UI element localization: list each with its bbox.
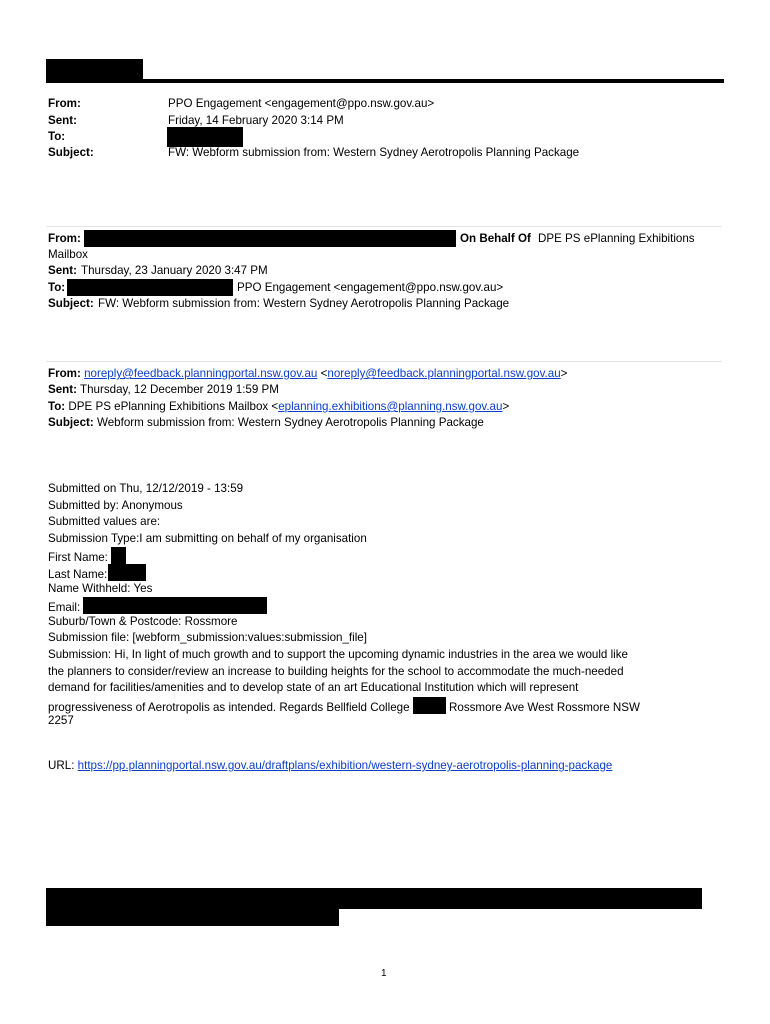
redacted-footer-block	[46, 906, 339, 926]
to-label: To:	[48, 130, 66, 143]
redacted-recipient	[167, 127, 243, 147]
subject-label: Subject:	[48, 146, 94, 159]
to-value: PPO Engagement <engagement@ppo.nsw.gov.au>	[237, 281, 504, 294]
suburb: Suburb/Town & Postcode: Rossmore	[48, 614, 238, 628]
submission-line	[48, 697, 713, 714]
submission-line: the planners to consider/review an increase to building heights for the school to accommodate the much-needed	[48, 664, 624, 678]
redacted-last-name	[108, 564, 146, 581]
to-email-link[interactable]: eplanning.exhibitions@planning.nsw.gov.au	[278, 400, 503, 413]
sent-row	[48, 382, 279, 399]
redacted-address-number	[413, 697, 446, 714]
subject-value: Webform submission from: Western Sydney Aerotropolis Planning Package	[96, 416, 484, 429]
url-link[interactable]: https://pp.planningportal.nsw.gov.au/draftplans/exhibition/western-sydney-aerotropolis-planning-package	[77, 759, 613, 772]
submission-type: Submission Type:I am submitting on behalf of my organisation	[48, 531, 367, 545]
sent-value: Friday, 14 February 2020 3:14 PM	[168, 114, 344, 127]
last-name-row	[48, 564, 713, 581]
page-number: 1	[381, 968, 387, 979]
submission-text: Rossmore Ave West Rossmore NSW	[449, 700, 640, 714]
submission-text: progressiveness of Aerotropolis as intended. Regards Bellfield College	[48, 700, 410, 714]
redacted-first-name	[111, 547, 126, 564]
mailbox-text: Mailbox	[48, 248, 88, 261]
subject-label: Subject:	[48, 416, 94, 429]
on-behalf-value: DPE PS ePlanning Exhibitions	[538, 232, 695, 245]
redacted-sender-block	[46, 59, 143, 81]
from-bracket-close: >	[560, 367, 568, 380]
from-value: PPO Engagement <engagement@ppo.nsw.gov.au>	[168, 97, 435, 110]
submitted-on: Submitted on Thu, 12/12/2019 - 13:59	[48, 482, 244, 495]
header-rule	[46, 79, 724, 83]
on-behalf-label: On Behalf Of	[460, 232, 531, 245]
from-label: From:	[48, 232, 81, 245]
submitted-values: Submitted values are:	[48, 515, 161, 529]
from-email-link[interactable]: noreply@feedback.planningportal.nsw.gov.au	[84, 367, 318, 380]
from-bracket-open: <	[320, 367, 328, 380]
to-label: To:	[48, 400, 66, 413]
email-label: Email:	[48, 601, 81, 615]
to-row	[48, 399, 509, 416]
from-row	[48, 366, 567, 383]
url-row	[48, 758, 612, 775]
first-name-row	[48, 547, 713, 564]
redacted-sender	[84, 230, 456, 247]
email-row	[48, 597, 713, 614]
to-suffix: >	[502, 400, 510, 413]
redacted-email	[83, 597, 267, 614]
subject-value: FW: Webform submission from: Western Sydney Aerotropolis Planning Package	[98, 297, 510, 310]
submission-line: 2257	[48, 714, 74, 728]
submission-file: Submission file: [webform_submission:values:submission_file]	[48, 631, 367, 645]
sent-label: Sent:	[48, 114, 77, 127]
subject-value: FW: Webform submission from: Western Sydney Aerotropolis Planning Package	[168, 146, 580, 159]
from-email-link-2[interactable]: noreply@feedback.planningportal.nsw.gov.au	[327, 367, 561, 380]
divider	[46, 361, 722, 362]
sent-value: Thursday, 12 December 2019 1:59 PM	[80, 383, 279, 396]
subject-label: Subject:	[48, 297, 94, 310]
submission-line: demand for facilities/amenities and to develop state of an art Educational Institution which will represent	[48, 681, 579, 695]
name-withheld: Name Withheld: Yes	[48, 581, 153, 595]
submitted-by: Submitted by: Anonymous	[48, 498, 183, 512]
sent-label: Sent:	[48, 264, 77, 277]
redacted-recipient	[67, 279, 233, 296]
submission-body	[48, 481, 713, 730]
first-name-label: First Name:	[48, 551, 108, 565]
sent-value: Thursday, 23 January 2020 3:47 PM	[81, 264, 268, 277]
subject-row	[48, 415, 484, 432]
url-label: URL:	[48, 759, 75, 772]
sent-label: Sent:	[48, 383, 77, 396]
last-name-label: Last Name:	[48, 567, 108, 581]
to-label: To:	[48, 281, 66, 294]
submission-line: Submission: Hi, In light of much growth and to support the upcoming dynamic industries in the area we would like	[48, 647, 628, 661]
from-label: From:	[48, 367, 81, 380]
divider	[46, 226, 722, 227]
from-label: From:	[48, 97, 81, 110]
to-prefix: DPE PS ePlanning Exhibitions Mailbox <	[68, 400, 279, 413]
